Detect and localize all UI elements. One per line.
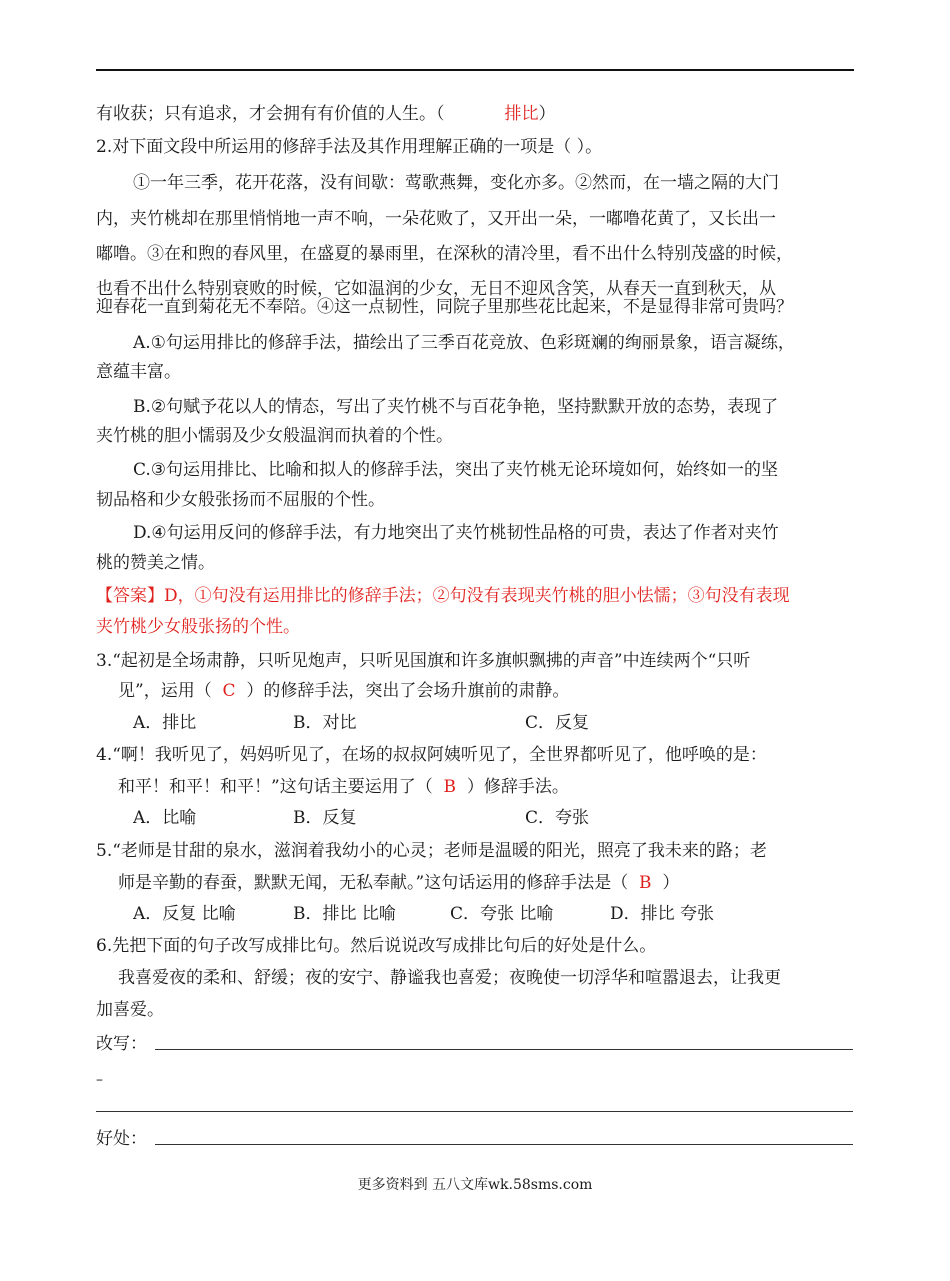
q3-answer: C [222, 681, 236, 701]
benefit-label: 好处： [96, 1129, 147, 1149]
q2-option-a-cont: 意蕴丰富。 [96, 362, 181, 382]
benefit-answer-line[interactable] [155, 1144, 853, 1145]
q2-answer: 【答案】D，①句没有运用排比的修辞手法；②句没有表现夹竹桃的胆小怯懦；③句没有表现 [96, 586, 790, 606]
q6-sentence: 我喜爱夜的柔和、舒缓；夜的安宁、静谧我也喜爱；夜晚使一切浮华和喧嚣退去，让我更 [118, 968, 781, 988]
q3-option: A．排比 [133, 713, 197, 733]
q2-option-d-cont: 桃的赞美之情。 [96, 553, 215, 573]
q2-answer-cont: 夹竹桃少女般张扬的个性。 [96, 617, 300, 637]
q2-passage-line: ①一年三季，花开花落，没有间歇：莺歌燕舞，变化亦多。②然而，在一墙之隔的大门 [133, 173, 779, 193]
q4-stem: 4.“啊！我听见了，妈妈听见了，在场的叔叔阿姨听见了，全世界都听见了，他呼唤的是： [96, 745, 767, 765]
q3-stem-cont: 见”，运用（ C ）的修辞手法，突出了会场升旗前的肃静。 [118, 681, 570, 701]
q2-option-c: C.③句运用排比、比喻和拟人的修辞手法，突出了夹竹桃无论环境如何，始终如一的坚 [133, 460, 779, 480]
q2-option-c-cont: 韧品格和少女般张扬而不屈服的个性。 [96, 490, 385, 510]
rewrite-label: 改写： [96, 1034, 147, 1054]
footer-text: 更多资料到 五八文库wk.58sms.com [357, 1177, 593, 1193]
q2-option-a: A.①句运用排比的修辞手法，描绘出了三季百花竞放、色彩斑斓的绚丽景象，语言凝练， [133, 333, 795, 353]
header-rule [96, 69, 854, 71]
q4-answer: B [443, 777, 457, 797]
q6-sentence-cont: 加喜爱。 [96, 1000, 164, 1020]
q2-option-b-cont: 夹竹桃的胆小懦弱及少女般温润而执着的个性。 [96, 426, 453, 446]
q4-stem-cont: 和平！和平！和平！”这句话主要运用了（ B ）修辞手法。 [118, 777, 569, 797]
intro-line: 有收获；只有追求，才会拥有有价值的人生。（ 排比） [96, 104, 556, 124]
q6-stem: 6.先把下面的句子改写成排比句。然后说说改写成排比句后的好处是什么。 [96, 936, 657, 956]
q2-option-b: B.②句赋予花以人的情态，写出了夹竹桃不与百花争艳，坚持默默开放的态势，表现了 [133, 397, 779, 417]
q5-option: D．排比 夸张 [610, 904, 715, 924]
q5-option: A．反复 比喻 [133, 904, 236, 924]
q5-stem-cont: 师是辛勤的春蚕，默默无闻，无私奉献。”这句话运用的修辞手法是（ B ） [118, 873, 680, 893]
q5-answer: B [639, 873, 652, 893]
q2-passage-line: 也看不出什么特别衰败的时候，它如温润的少女，无日不迎风含笑，从春天一直到秋天，从 [96, 279, 776, 299]
rewrite-answer-line-2[interactable] [96, 1111, 853, 1112]
q2-stem: 2.对下面文段中所运用的修辞手法及其作用理解正确的一项是（ ）。 [96, 137, 603, 157]
q3-option: C．反复 [525, 713, 590, 733]
q5-option: C．夸张 比喻 [450, 904, 554, 924]
q4-option: C．夸张 [525, 808, 590, 828]
q4-option: A．比喻 [133, 808, 197, 828]
line-dash: – [96, 1072, 103, 1088]
rewrite-answer-line[interactable] [155, 1049, 853, 1050]
intro-answer: 排比 [504, 104, 539, 124]
q2-passage-line: 嘟噜。③在和煦的春风里，在盛夏的暴雨里，在深秋的清冷里，看不出什么特别茂盛的时候， [96, 244, 793, 264]
q3-stem: 3.“起初是全场肃静，只听见炮声，只听见国旗和许多旗帜飘拂的声音”中连续两个“只听 [96, 651, 751, 671]
q3-option: B．对比 [293, 713, 357, 733]
q5-stem: 5.“老师是甘甜的泉水，滋润着我幼小的心灵；老师是温暖的阳光，照亮了我未来的路；老 [96, 841, 767, 861]
q2-passage-line: 迎春花一直到菊花无不奉陪。④这一点韧性，同院子里那些花比起来，不是显得非常可贵吗？ [96, 297, 793, 317]
q2-option-d: D.④句运用反问的修辞手法，有力地突出了夹竹桃韧性品格的可贵，表达了作者对夹竹 [133, 523, 779, 543]
q5-option: B．排比 比喻 [293, 904, 396, 924]
q4-option: B．反复 [293, 808, 357, 828]
q2-passage-line: 内，夹竹桃却在那里悄悄地一声不响，一朵花败了，又开出一朵，一嘟噜花黄了，又长出一 [96, 209, 776, 229]
